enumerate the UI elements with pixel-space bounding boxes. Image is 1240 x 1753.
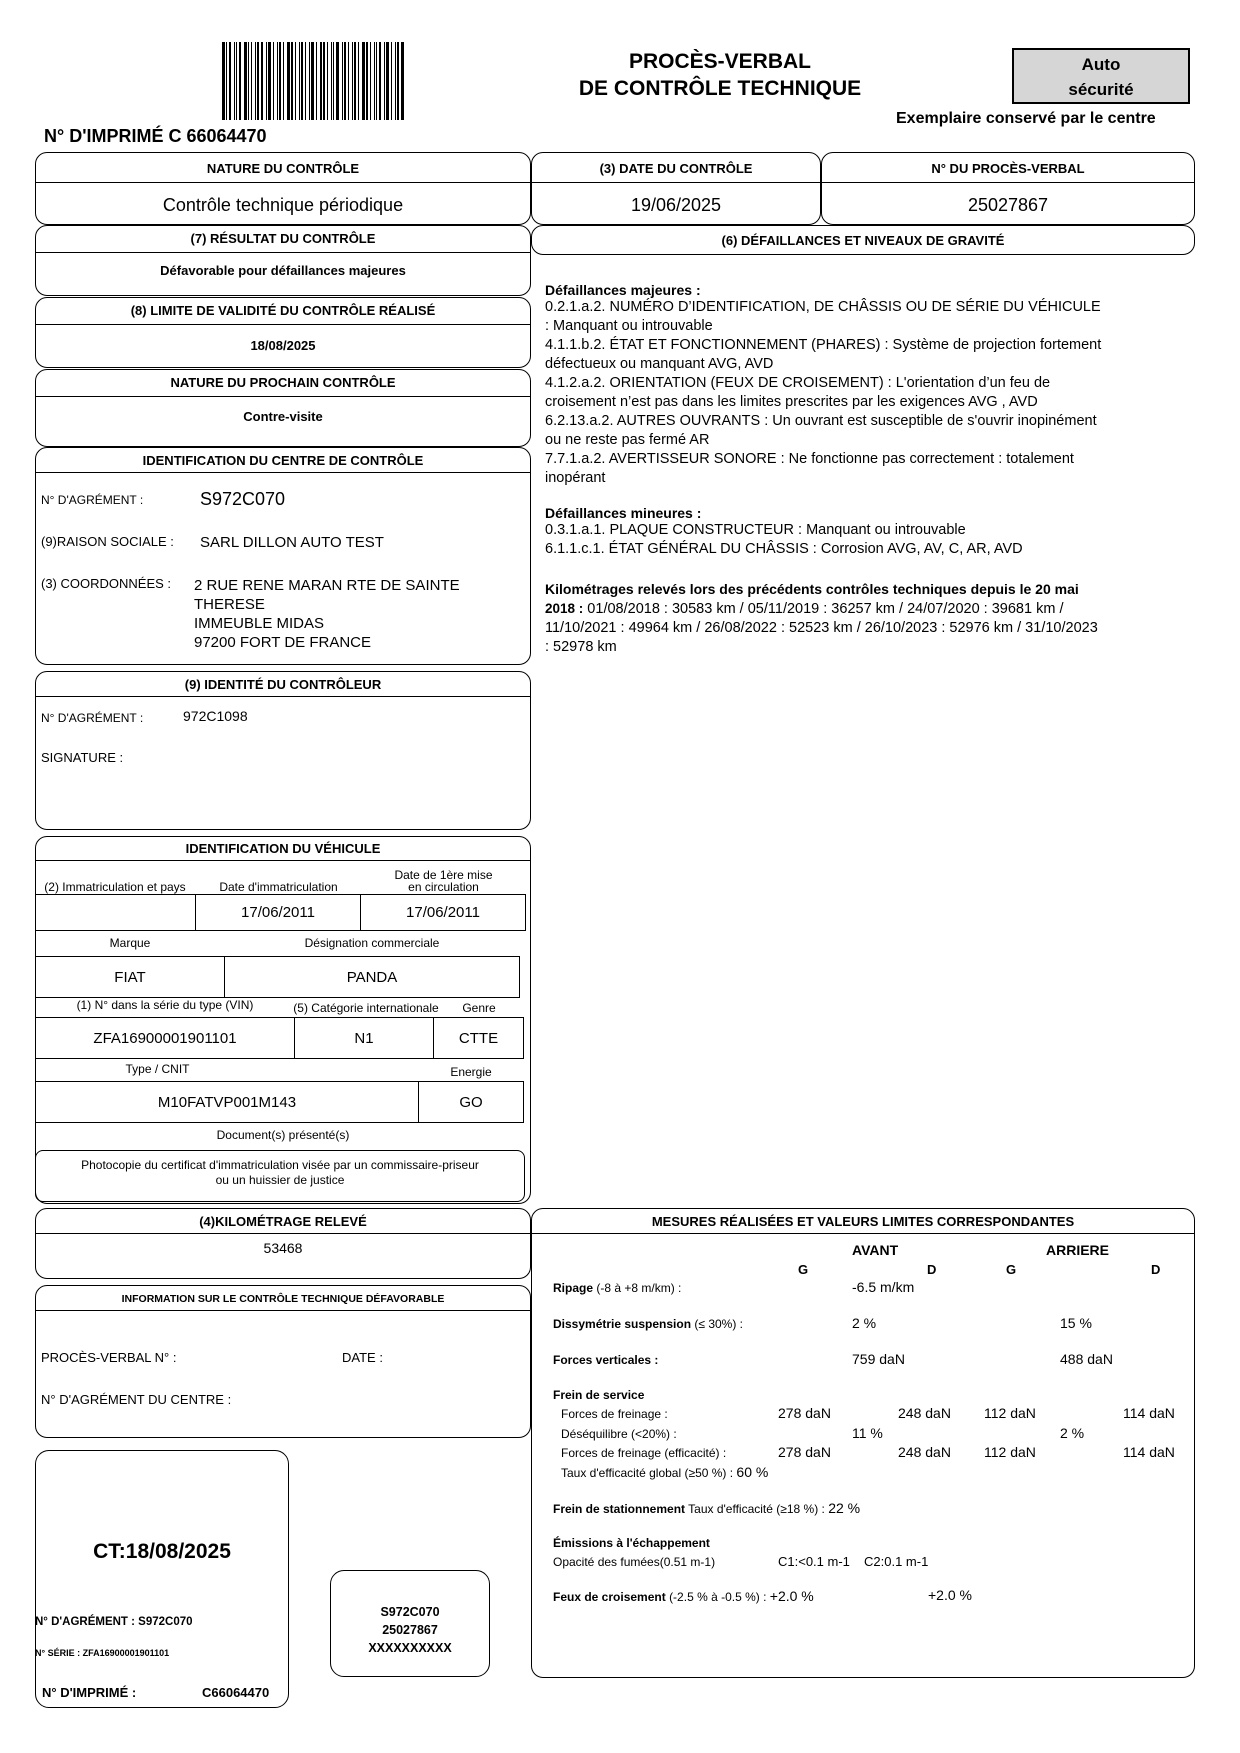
ripage-row: [553, 1281, 681, 1295]
ffe-ar-d: 114 daN: [1123, 1444, 1175, 1460]
defects-header: (6) DÉFAILLANCES ET NIVEAUX DE GRAVITÉ: [721, 233, 1005, 248]
sticker-imprime-label: N° D'IMPRIMÉ :: [42, 1685, 137, 1700]
col-arriere-g: G: [1006, 1262, 1017, 1277]
col-arriere-d: D: [1151, 1262, 1161, 1277]
sticker-imprime-value: C66064470: [202, 1685, 270, 1700]
barcode-bar: [266, 42, 267, 120]
barcode-bar: [268, 42, 271, 120]
barcode-bar: [401, 42, 404, 120]
address-line-4: 97200 FORT DE FRANCE: [194, 634, 372, 651]
barcode-bar: [362, 42, 365, 120]
stamp-line-3: XXXXXXXXXX: [368, 1641, 452, 1655]
ffe-ar-g: 112 daN: [984, 1444, 1036, 1460]
barcode-bar: [374, 42, 375, 120]
center-raison-value: SARL DILLON AUTO TEST: [200, 534, 384, 551]
address-line-3: IMMEUBLE MIDAS: [194, 615, 325, 632]
ff-av-g: 278 daN: [778, 1405, 831, 1421]
barcode-bar: [226, 42, 227, 120]
barcode-bar: [354, 42, 356, 120]
categorie-label: (5) Catégorie internationale: [293, 1001, 439, 1015]
designation-label: Désignation commerciale: [304, 936, 440, 950]
barcode-bar: [333, 42, 334, 120]
defect-line: 0.2.1.a.2. NUMÉRO D’IDENTIFICATION, DE CHÂSSIS OU DE SÉRIE DU VÉHICULE: [545, 299, 1101, 315]
controller-agrement-value: 972C1098: [183, 708, 248, 724]
energie-label: Energie: [450, 1065, 492, 1079]
barcode-bar: [316, 42, 317, 120]
barcode-bar: [261, 42, 263, 120]
auto-securite-badge: [1012, 48, 1190, 104]
vin-label: (1) N° dans la série du type (VIN): [76, 998, 254, 1012]
mileage-value: 53468: [263, 1240, 303, 1256]
defect-line: croisement n’est pas dans les limites prescrites par les exigences AVG , AVD: [545, 394, 1038, 410]
validity-header: (8) LIMITE DE VALIDITÉ DU CONTRÔLE RÉALISÉ: [130, 303, 436, 318]
center-coord-label: (3) COORDONNÉES :: [41, 576, 172, 591]
ffe-av-d: 248 daN: [898, 1444, 951, 1460]
stamp-line-2: 25027867: [382, 1623, 438, 1637]
barcode-bar: [386, 42, 389, 120]
col-avant-d: D: [927, 1262, 937, 1277]
unfavorable-header: INFORMATION SUR LE CONTRÔLE TECHNIQUE DÉFAVORABLE: [121, 1293, 445, 1305]
unfavorable-pv-label: PROCÈS-VERBAL N° :: [41, 1350, 177, 1365]
vin-field: ZFA16900001901101: [35, 1017, 295, 1059]
stationnement-value: 22 %: [828, 1500, 861, 1516]
defect-line: 6.1.1.c.1. ÉTAT GÉNÉRAL DU CHÂSSIS : Corrosion AVG, AV, C, AR, AVD: [545, 541, 1023, 557]
deseq-rear: 2 %: [1060, 1425, 1085, 1441]
docs-line-2: ou un huissier de justice: [215, 1173, 345, 1187]
first-circ-label-1: Date de 1ère mise: [394, 868, 493, 882]
center-agrement-label: N° D'AGRÉMENT :: [41, 493, 144, 507]
emissions-title: Émissions à l'échappement: [553, 1536, 710, 1550]
mileage-header: (4)KILOMÉTRAGE RELEVÉ: [199, 1214, 367, 1229]
address-line-1: 2 RUE RENE MARAN RTE DE SAINTE: [194, 577, 460, 594]
deseq-label: Déséquilibre (<20%) :: [561, 1427, 677, 1441]
barcode-bar: [397, 42, 399, 120]
feux-limit: (-2.5 % à -0.5 %) :: [669, 1590, 767, 1604]
barcode-bar: [251, 42, 252, 120]
frein-service-title: Frein de service: [553, 1388, 645, 1402]
feux-right: +2.0 %: [928, 1587, 972, 1603]
barcode-bar: [239, 42, 241, 120]
validity-value: 18/08/2025: [250, 338, 316, 353]
nature-value: Contrôle technique périodique: [162, 195, 404, 215]
barcode-bar: [222, 42, 225, 120]
barcode-bar: [295, 42, 296, 120]
km-history-year: 2018 :: [545, 601, 584, 616]
type-field: M10FATVP001M143: [35, 1081, 419, 1123]
col-arriere: ARRIERE: [1046, 1242, 1110, 1258]
controller-agrement-label: N° D'AGRÉMENT :: [41, 711, 144, 725]
unfavorable-agrement-label: N° D'AGRÉMENT DU CENTRE :: [41, 1392, 232, 1407]
barcode-bar: [248, 42, 249, 120]
barcode-bar: [352, 42, 353, 120]
km-history-title: Kilométrages relevés lors des précédents contrôles techniques depuis le 20 mai: [545, 581, 1079, 597]
first-circ-field: 17/06/2011: [360, 894, 526, 931]
stationnement-row: [553, 1500, 860, 1516]
energie-field: GO: [418, 1081, 524, 1123]
genre-label: Genre: [462, 1001, 496, 1015]
barcode-bar: [279, 42, 281, 120]
print-number: N° D'IMPRIMÉ C 66064470: [44, 126, 267, 146]
dissy-front: 2 %: [852, 1315, 877, 1331]
taux-row: [561, 1464, 768, 1480]
result-value: Défavorable pour défaillances majeures: [160, 263, 406, 278]
barcode-bar: [299, 42, 300, 120]
barcode-bar: [336, 42, 339, 120]
nature-header: NATURE DU CONTRÔLE: [206, 161, 360, 176]
barcode-bar: [395, 42, 396, 120]
major-defects-title: Défaillances majeures :: [545, 282, 701, 298]
barcode-bar: [301, 42, 303, 120]
date-header: (3) DATE DU CONTRÔLE: [599, 161, 753, 176]
address-line-2: THERESE: [194, 596, 265, 613]
km-history-line-1: [545, 599, 1185, 619]
copy-note: Exemplaire conservé par le centre: [896, 110, 1156, 127]
designation-field: PANDA: [224, 956, 520, 998]
forces-v-front: 759 daN: [852, 1351, 905, 1367]
minor-defects-title: Défaillances mineures :: [545, 505, 702, 521]
first-circ-label: [361, 869, 526, 893]
dissy-rear: 15 %: [1060, 1315, 1092, 1331]
document-title: [540, 48, 900, 102]
docs-field: [35, 1150, 525, 1202]
km-history-line-2: 11/10/2021 : 49964 km / 26/08/2022 : 52523 km / 26/10/2023 : 52976 km / 31/10/2023: [545, 620, 1098, 636]
marque-field: FIAT: [35, 956, 225, 998]
genre-field: CTTE: [433, 1017, 524, 1059]
ripage-label: Ripage: [553, 1281, 594, 1295]
defect-line: défectueux ou manquant AVG, AVD: [545, 356, 774, 372]
center-header: IDENTIFICATION DU CENTRE DE CONTRÔLE: [142, 453, 424, 468]
center-agrement-value: S972C070: [200, 489, 286, 509]
barcode-bar: [320, 42, 322, 120]
sticker-ct-date: CT:18/08/2025: [93, 1540, 231, 1563]
next-header: NATURE DU PROCHAIN CONTRÔLE: [170, 375, 396, 390]
center-raison-label: (9)RAISON SOCIALE :: [41, 534, 174, 549]
barcode-bar: [366, 42, 368, 120]
barcode-bar: [327, 42, 328, 120]
center-address: [194, 576, 460, 652]
defect-line: inopérant: [545, 470, 606, 486]
defect-line: 6.2.13.a.2. AUTRES OUVRANTS : Un ouvrant est susceptible de s'ouvrir inopinément: [545, 413, 1097, 429]
type-label: Type / CNIT: [125, 1062, 190, 1076]
barcode-bar: [305, 42, 306, 120]
sticker-serie: N° SÉRIE : ZFA16900001901101: [35, 1648, 170, 1658]
badge-line-2: sécurité: [1068, 80, 1134, 99]
dissy-label: Dissymétrie suspension: [553, 1317, 692, 1331]
deseq-front: 11 %: [852, 1425, 883, 1441]
date-value: 19/06/2025: [630, 195, 722, 215]
barcode-bar: [379, 42, 381, 120]
km-history-text-1: 01/08/2018 : 30583 km / 05/11/2019 : 36257 km / 24/07/2020 : 39681 km /: [583, 601, 1064, 617]
forces-v-label: Forces verticales :: [553, 1353, 659, 1367]
minor-defects-list: [545, 521, 1185, 559]
first-circ-label-2: en circulation: [408, 880, 479, 894]
ff-av-d: 248 daN: [898, 1405, 951, 1421]
defect-line: 7.7.1.a.2. AVERTISSEUR SONORE : Ne fonctionne pas correctement : totalement: [545, 451, 1074, 467]
barcode-bar: [244, 42, 247, 120]
next-value: Contre-visite: [243, 409, 323, 424]
date-immat-label: Date d'immatriculation: [219, 880, 338, 894]
sticker-box: [35, 1450, 289, 1708]
taux-label: Taux d'efficacité global (≥50 %) :: [561, 1466, 734, 1480]
defect-line: 0.3.1.a.1. PLAQUE CONSTRUCTEUR : Manquant ou introuvable: [545, 522, 966, 538]
pv-value: 25027867: [967, 195, 1049, 215]
signature-label: SIGNATURE :: [41, 750, 124, 765]
dissy-row: [553, 1317, 743, 1331]
ff-ar-g: 112 daN: [984, 1405, 1036, 1421]
barcode-bar: [311, 42, 314, 120]
barcode-bar: [236, 42, 237, 120]
ff-label: Forces de freinage :: [561, 1407, 668, 1421]
feux-label: Feux de croisement: [553, 1590, 666, 1604]
barcode-bar: [277, 42, 278, 120]
unfavorable-date-label: DATE :: [342, 1350, 383, 1365]
sticker-agrement: N° D'AGRÉMENT : S972C070: [35, 1616, 193, 1628]
stationnement-label: Frein de stationnement: [553, 1502, 686, 1516]
docs-line-1: Photocopie du certificat d'immatriculation visée par un commissaire-priseur: [81, 1158, 479, 1172]
km-history-line-3: : 52978 km: [545, 639, 617, 655]
defect-line: 4.1.2.a.2. ORIENTATION (FEUX DE CROISEMENT) : L'orientation d’un feu de: [545, 375, 1051, 391]
controller-header: (9) IDENTITÉ DU CONTRÔLEUR: [184, 677, 382, 692]
result-header: (7) RÉSULTAT DU CONTRÔLE: [190, 231, 376, 246]
marque-label: Marque: [109, 936, 151, 950]
barcode: [222, 42, 418, 120]
barcode-bar: [370, 42, 371, 120]
barcode-bar: [283, 42, 284, 120]
stamp-box: [330, 1570, 490, 1677]
barcode-bar: [323, 42, 325, 120]
defects-list: [545, 282, 1185, 657]
pv-header: N° DU PROCÈS-VERBAL: [931, 161, 1085, 176]
ffe-av-g: 278 daN: [778, 1444, 831, 1460]
ffe-label: Forces de freinage (efficacité) :: [561, 1446, 727, 1460]
defect-line: : Manquant ou introuvable: [545, 318, 713, 334]
ripage-value: -6.5 m/km: [852, 1279, 915, 1295]
feux-row: [553, 1588, 814, 1604]
badge-line-1: Auto: [1081, 55, 1121, 74]
stamp-line-1: S972C070: [380, 1605, 440, 1619]
major-defects-list: [545, 298, 1185, 488]
forces-v-rear: 488 daN: [1060, 1351, 1113, 1367]
barcode-bar: [342, 42, 343, 120]
barcode-bar: [391, 42, 392, 120]
title-line-2: DE CONTRÔLE TECHNIQUE: [578, 77, 862, 100]
title-line-1: PROCÈS-VERBAL: [628, 50, 812, 73]
barcode-bar: [287, 42, 290, 120]
col-avant-g: G: [798, 1262, 809, 1277]
barcode-bar: [344, 42, 346, 120]
barcode-bar: [384, 42, 385, 120]
measures-header: MESURES RÉALISÉES ET VALEURS LIMITES CORRESPONDANTES: [651, 1214, 1075, 1229]
barcode-bar: [331, 42, 332, 120]
barcode-bar: [229, 42, 231, 120]
docs-label: Document(s) présenté(s): [216, 1128, 350, 1142]
taux-value: 60 %: [736, 1464, 769, 1480]
immat-label: (2) Immatriculation et pays: [44, 880, 186, 894]
date-immat-field: 17/06/2011: [195, 894, 361, 931]
barcode-bar: [348, 42, 349, 120]
col-avant: AVANT: [852, 1242, 899, 1258]
dissy-limit: (≤ 30%) :: [694, 1317, 744, 1331]
barcode-bar: [309, 42, 310, 120]
barcode-bar: [291, 42, 293, 120]
stationnement-limit: Taux d'efficacité (≥18 %) :: [688, 1502, 825, 1516]
barcode-bar: [234, 42, 235, 120]
immat-field: [35, 894, 196, 931]
ff-ar-d: 114 daN: [1123, 1405, 1175, 1421]
vehicle-header: IDENTIFICATION DU VÉHICULE: [185, 841, 381, 856]
opacite-label: Opacité des fumées(0.51 m-1): [553, 1555, 716, 1569]
barcode-bar: [255, 42, 256, 120]
feux-left: +2.0 %: [769, 1588, 814, 1604]
barcode-bar: [376, 42, 377, 120]
barcode-bar: [273, 42, 274, 120]
barcode-bar: [358, 42, 359, 120]
defect-line: ou ne reste pas fermé AR: [545, 432, 710, 448]
categorie-field: N1: [294, 1017, 434, 1059]
opacite-c2: C2:0.1 m-1: [864, 1554, 929, 1569]
ripage-limit: (-8 à +8 m/km) :: [596, 1281, 682, 1295]
opacite-c1: C1:<0.1 m-1: [778, 1554, 850, 1569]
barcode-bar: [257, 42, 259, 120]
defect-line: 4.1.1.b.2. ÉTAT ET FONCTIONNEMENT (PHARES) : Système de projection fortement: [545, 337, 1102, 353]
